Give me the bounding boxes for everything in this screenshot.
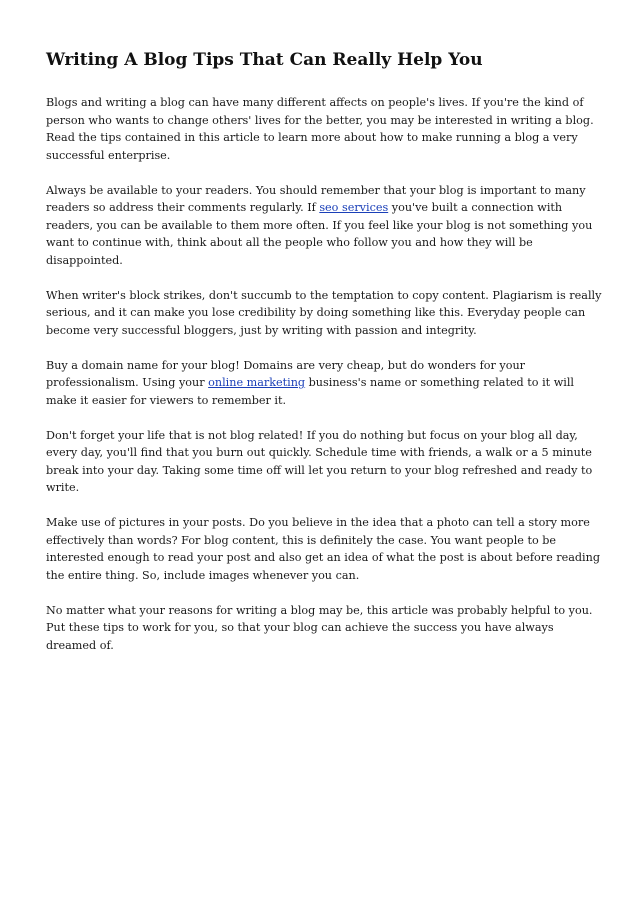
- paragraph-text: you've built a connection with readers, you can be available to them more often. If you feel like your blog is not something you want to continue with, think about all the people who follow you and how they will be disappointed.: [46, 201, 593, 267]
- seo-services-link[interactable]: seo services: [319, 201, 389, 214]
- online-marketing-link[interactable]: online marketing: [208, 376, 306, 389]
- paragraph-text: Always be available to your readers. You should remember that your blog is important to many readers so address their comments regularly. If: [46, 183, 586, 214]
- document-page: [46, 48, 602, 672]
- paragraph-domain: [46, 357, 602, 410]
- paragraph-writers-block: When writer's block strikes, don't succumb to the temptation to copy content. Plagiarism is really serious, and it can make you lose credibility by doing something like this. Everyday people can become very successful bloggers, just by writing with passion and integrity.: [46, 288, 602, 337]
- paragraph-pictures: Make use of pictures in your posts. Do you believe in the idea that a photo can tell a story more effectively than words? For blog content, this is definitely the case. You want people to be interested enough to read your post and also get an idea of what the post is about before reading the entire thing. So, include images whenever you can.: [46, 516, 600, 582]
- paragraph-readers: [46, 182, 602, 270]
- paragraph-text: business's name or something related to it will make it easier for viewers to remember it.: [46, 376, 575, 407]
- paragraph-life: Don't forget your life that is not blog related! If you do nothing but focus on your blog all day, every day, you'll find that you burn out quickly. Schedule time with friends, a walk or a 5 minute break into your day. Taking some time off will let you return to your blog refreshed and ready to write.: [46, 428, 593, 494]
- document-title: Writing A Blog Tips That Can Really Help You: [46, 50, 483, 70]
- paragraph-intro: Blogs and writing a blog can have many different affects on people's lives. If you're the kind of person who wants to change others' lives for the better, you may be interested in writing a blog. Read the tips contained in this article to learn more about how to make running a blog a very successful enterprise.: [46, 96, 594, 162]
- paragraph-text: Buy a domain name for your blog! Domains are very cheap, but do wonders for your professionalism. Using your: [46, 358, 526, 389]
- paragraph-conclusion: No matter what your reasons for writing a blog may be, this article was probably helpful to you. Put these tips to work for you, so that your blog can achieve the success you have always dreamed of.: [46, 603, 593, 652]
